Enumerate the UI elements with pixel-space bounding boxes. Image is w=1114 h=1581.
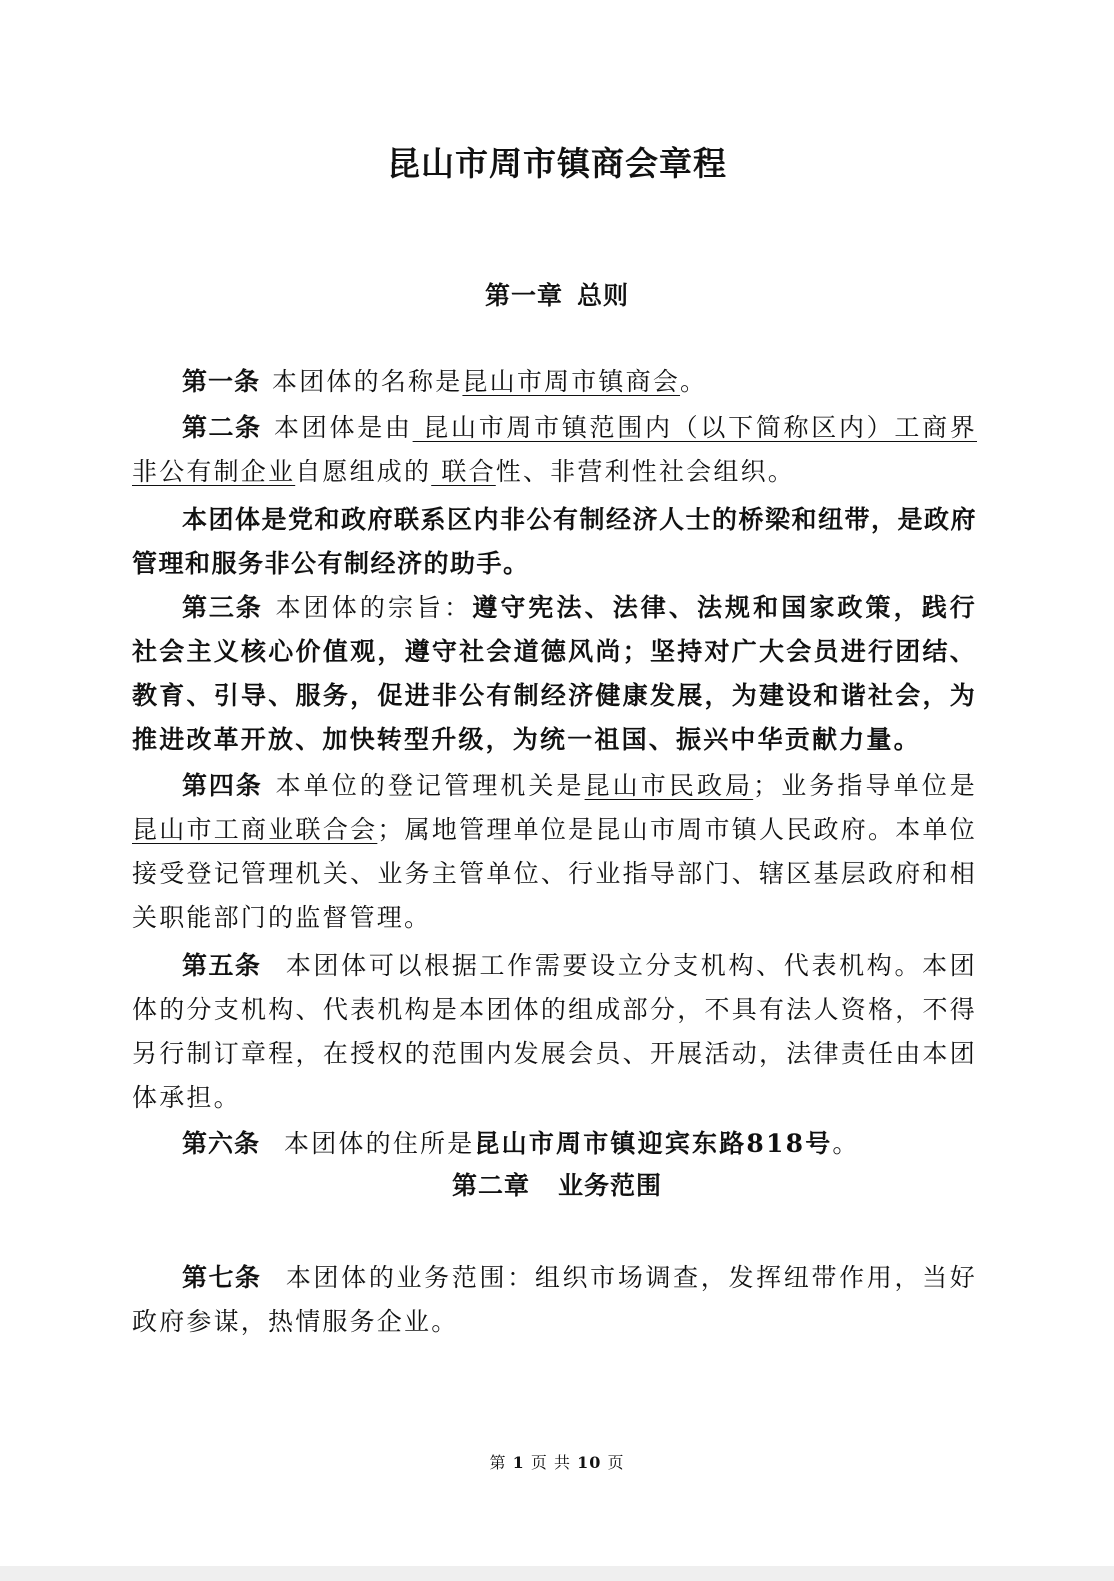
article-5-text: 本团体可以根据工作需要设立分支机构、代表机构。本团体的分支机构、代表机构是本团体的组成部分，不具有法人资格，不得另行制订章程，在授权的范围内发展会员、开展活动，法律责任由本团体承担。 (132, 951, 977, 1112)
footer-suffix: 页 (607, 1453, 625, 1472)
address-bold: 昆山市周市镇迎宾东路818号 (474, 1129, 833, 1158)
article-6-end: 。 (832, 1129, 860, 1158)
guidance-unit-underlined: 昆山市工商业联合会 (132, 815, 378, 844)
article-7-label: 第七条 (182, 1263, 262, 1292)
article-1-text: 本团体的名称是 (272, 367, 463, 396)
article-6-label: 第六条 (182, 1129, 261, 1158)
viewer-bottom-bar (0, 1566, 1114, 1581)
article-2-scope-underlined: 昆山市周市镇范围内（以下简称区内）工商界非公有制企业 (132, 413, 977, 486)
article-2-text: 本团体是由 (273, 413, 413, 442)
document-title: 昆山市周市镇商会章程 (387, 144, 727, 183)
chapter-2-label: 第二章 (451, 1171, 530, 1200)
article-7 (132, 1256, 977, 1344)
chapter-2-name: 业务范围 (558, 1171, 663, 1200)
registration-authority-underlined: 昆山市民政局 (584, 771, 754, 800)
chapter-1-label: 第一章 (484, 281, 563, 310)
article-3-text: 本团体的宗旨： (274, 593, 473, 622)
article-1-label: 第一条 (182, 367, 261, 396)
article-1-end: 。 (680, 367, 708, 396)
article-3-purpose-bold: 遵守宪法、法律、法规和国家政策，践行社会主义核心价值观，遵守社会道德风尚；坚持对广大会员进行团结、教育、引导、服务，促进非公有制经济健康发展，为建设和谐社会，为推进改革开放、加快转型升级，为统一祖国、振兴中华贡献力量。 (132, 593, 977, 754)
article-7-text: 本团体的业务范围：组织市场调查，发挥纽带作用，当好政府参谋，热情服务企业。 (132, 1263, 977, 1336)
article-5 (132, 944, 977, 1120)
article-6-text: 本团体的住所是 (284, 1129, 475, 1158)
chapter-2-heading (0, 1166, 1114, 1202)
article-2 (132, 406, 977, 494)
article-2-text-2: 自愿组成的 (295, 457, 432, 486)
article-2-nature-underlined: 联合 (431, 457, 496, 486)
article-4 (132, 764, 977, 940)
article-4-text-3: ；属地管理单位是昆山市周市镇人民政府。本单位接受登记管理机关、业务主管单位、行业指导部门、辖区基层政府和相关职能部门的监督管理。 (132, 815, 977, 932)
article-2-paragraph: 本团体是党和政府联系区内非公有制经济人士的桥梁和纽带，是政府管理和服务非公有制经济的助手。 (132, 505, 978, 578)
footer-middle: 页 共 (530, 1453, 571, 1472)
chapter-1-name: 总则 (577, 281, 630, 310)
org-name-underlined: 昆山市周市镇商会 (462, 367, 681, 396)
article-6 (132, 1122, 977, 1166)
article-4-text: 本单位的登记管理机关是 (274, 771, 585, 800)
article-1 (132, 360, 977, 404)
footer-total-pages: 10 (577, 1453, 602, 1472)
article-5-label: 第五条 (182, 951, 262, 980)
article-4-text-2: ；业务指导单位是 (753, 771, 977, 800)
footer-page-number: 1 (512, 1453, 525, 1472)
footer-prefix: 第 (489, 1453, 507, 1472)
article-2-text-3: 性、非营利性社会组织。 (495, 457, 795, 486)
article-3 (132, 586, 977, 762)
page-footer (0, 1450, 1114, 1473)
article-2-label: 第二条 (182, 413, 262, 442)
article-4-label: 第四条 (182, 771, 263, 800)
chapter-1-heading (0, 276, 1114, 312)
article-3-label: 第三条 (182, 593, 263, 622)
